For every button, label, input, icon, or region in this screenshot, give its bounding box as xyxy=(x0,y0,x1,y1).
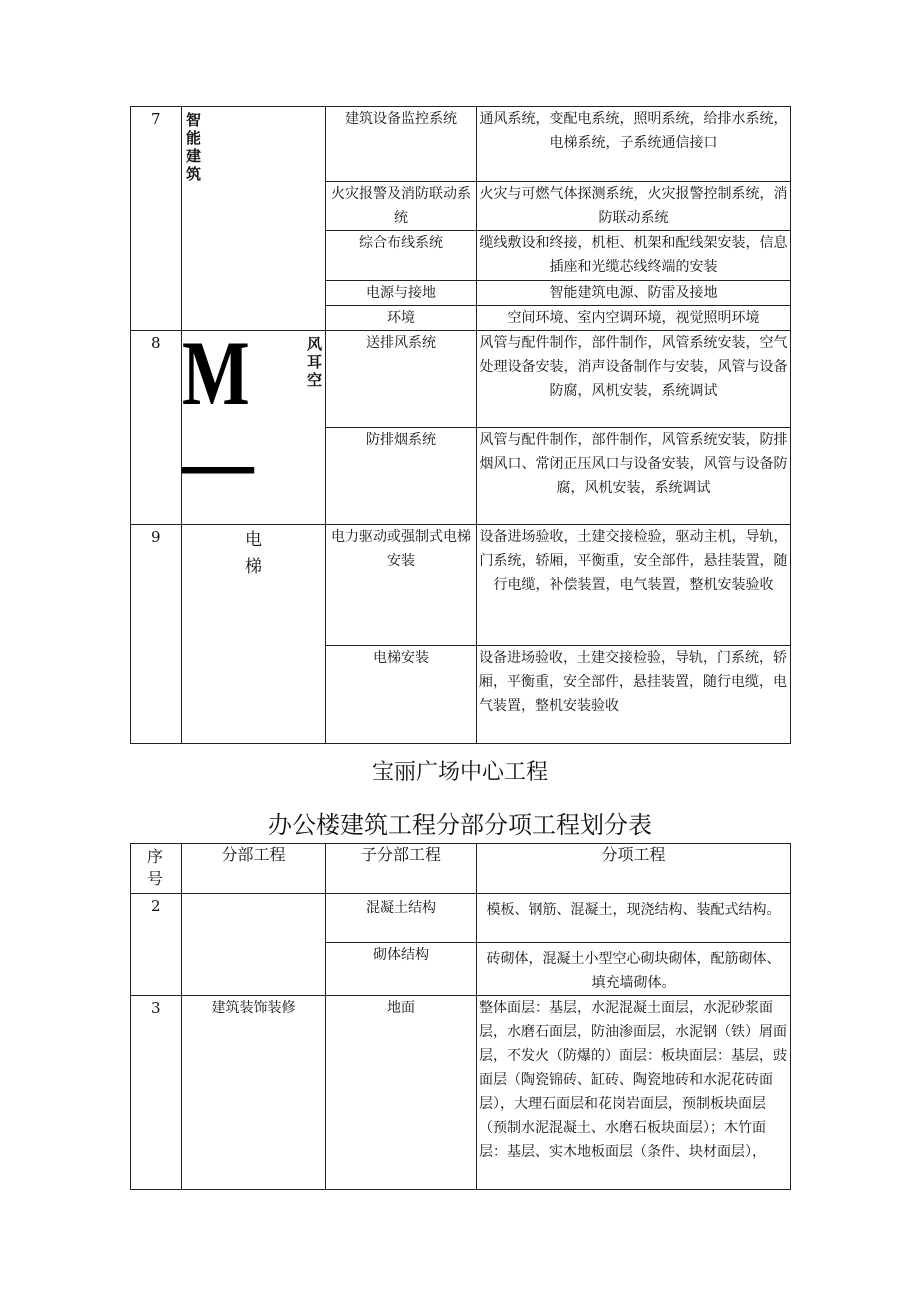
items: 模板、钢筋、混凝土，现浇结构、装配式结构。 xyxy=(477,894,791,943)
header-no-text: 序号 xyxy=(147,847,164,888)
part-name-line2: 梯 xyxy=(245,557,262,577)
items: 设备进场验收，土建交接检验，导轨，门系统，轿厢，平衡重，安全部件，悬挂装置，随行电缆，电气装置，整机安装验收 xyxy=(477,646,791,744)
table-title: 办公楼建筑工程分部分项工程划分表 xyxy=(268,811,652,839)
sub-part: 建筑设备监控系统 xyxy=(326,107,477,182)
project-title: 宝丽广场中心工程 xyxy=(371,760,548,785)
sub-part: 电梯安装 xyxy=(326,646,477,744)
part-name-text: 风耳空 xyxy=(307,335,323,389)
row-number: 9 xyxy=(131,525,182,744)
part-name-text: 智能建筑 xyxy=(186,111,202,183)
row-number: 3 xyxy=(131,996,182,1190)
header-items: 分项工程 xyxy=(477,844,791,894)
sub-part: 环境 xyxy=(326,306,477,331)
sub-part: 电源与接地 xyxy=(326,281,477,306)
items: 火灾与可燃气体探测系统，火灾报警控制系统，消防联动系统 xyxy=(477,182,791,231)
items: 智能建筑电源、防雷及接地 xyxy=(477,281,791,306)
part-name xyxy=(182,525,326,744)
row-number: 2 xyxy=(131,894,182,996)
part-name xyxy=(182,107,326,331)
row-number: 7 xyxy=(131,107,182,331)
part-graphic: M — xyxy=(182,322,250,512)
items: 空间环境、室内空调环境，视觉照明环境 xyxy=(477,306,791,331)
items: 设备进场验收，土建交接检验，驱动主机，导轨，门系统，轿厢，平衡重，安全部件，悬挂装置，随行电缆，补偿装置，电气装置，整机安装验收 xyxy=(477,525,791,646)
header-sub: 子分部工程 xyxy=(326,844,477,894)
items: 砖砌体，混凝土小型空心砌块砌体，配筋砌体、填充墙砌体。 xyxy=(477,943,791,996)
items: 通风系统，变配电系统，照明系统，给排水系统，电梯系统，子系统通信接口 xyxy=(477,107,791,182)
sub-part: 砌体结构 xyxy=(326,943,477,996)
header-no xyxy=(131,844,182,894)
sub-part: 综合布线系统 xyxy=(326,231,477,281)
part-name-line1: 电 xyxy=(245,530,262,550)
sub-part: 送排风系统 xyxy=(326,331,477,428)
upper-table xyxy=(130,106,791,744)
sub-part: 火灾报警及消防联动系统 xyxy=(326,182,477,231)
part-name xyxy=(182,322,326,525)
items: 风管与配件制作，部件制作，风管系统安装，防排烟风口、常闭正压风口与设备安装，风管与设备防腐，风机安装，系统调试 xyxy=(477,428,791,525)
sub-part: 地面 xyxy=(326,996,477,1190)
items: 风管与配件制作，部件制作，风管系统安装，空气处理设备安装，消声设备制作与安装，风管与设备防腐，风机安装，系统调试 xyxy=(477,331,791,428)
lower-table xyxy=(130,843,791,1190)
header-part: 分部工程 xyxy=(182,844,326,894)
items: 缆线敷设和终接，机柜、机架和配线架安装，信息插座和光缆芯线终端的安装 xyxy=(477,231,791,281)
sub-part: 防排烟系统 xyxy=(326,428,477,525)
sub-part: 电力驱动或强制式电梯安装 xyxy=(326,525,477,646)
part-name: 建筑装饰装修 xyxy=(182,996,326,1190)
sub-part: 混凝土结构 xyxy=(326,894,477,943)
row-number: 8 xyxy=(131,331,182,525)
part-name xyxy=(182,894,326,996)
items: 整体面层：基层，水泥混凝土面层，水泥砂浆面层，水磨石面层，防油渗面层，水泥钢（铁）屑面层，不发火（防爆的）面层：板块面层：基层，豉面层（陶瓷锦砖、缸砖、陶瓷地砖和水泥花砖面层），大理石面层和花岗岩面层，预制板块面层（预制水泥混凝土、水磨石板块面层）；木竹面层：基层、实木地板面层（条件、块材面层）， xyxy=(477,996,791,1190)
